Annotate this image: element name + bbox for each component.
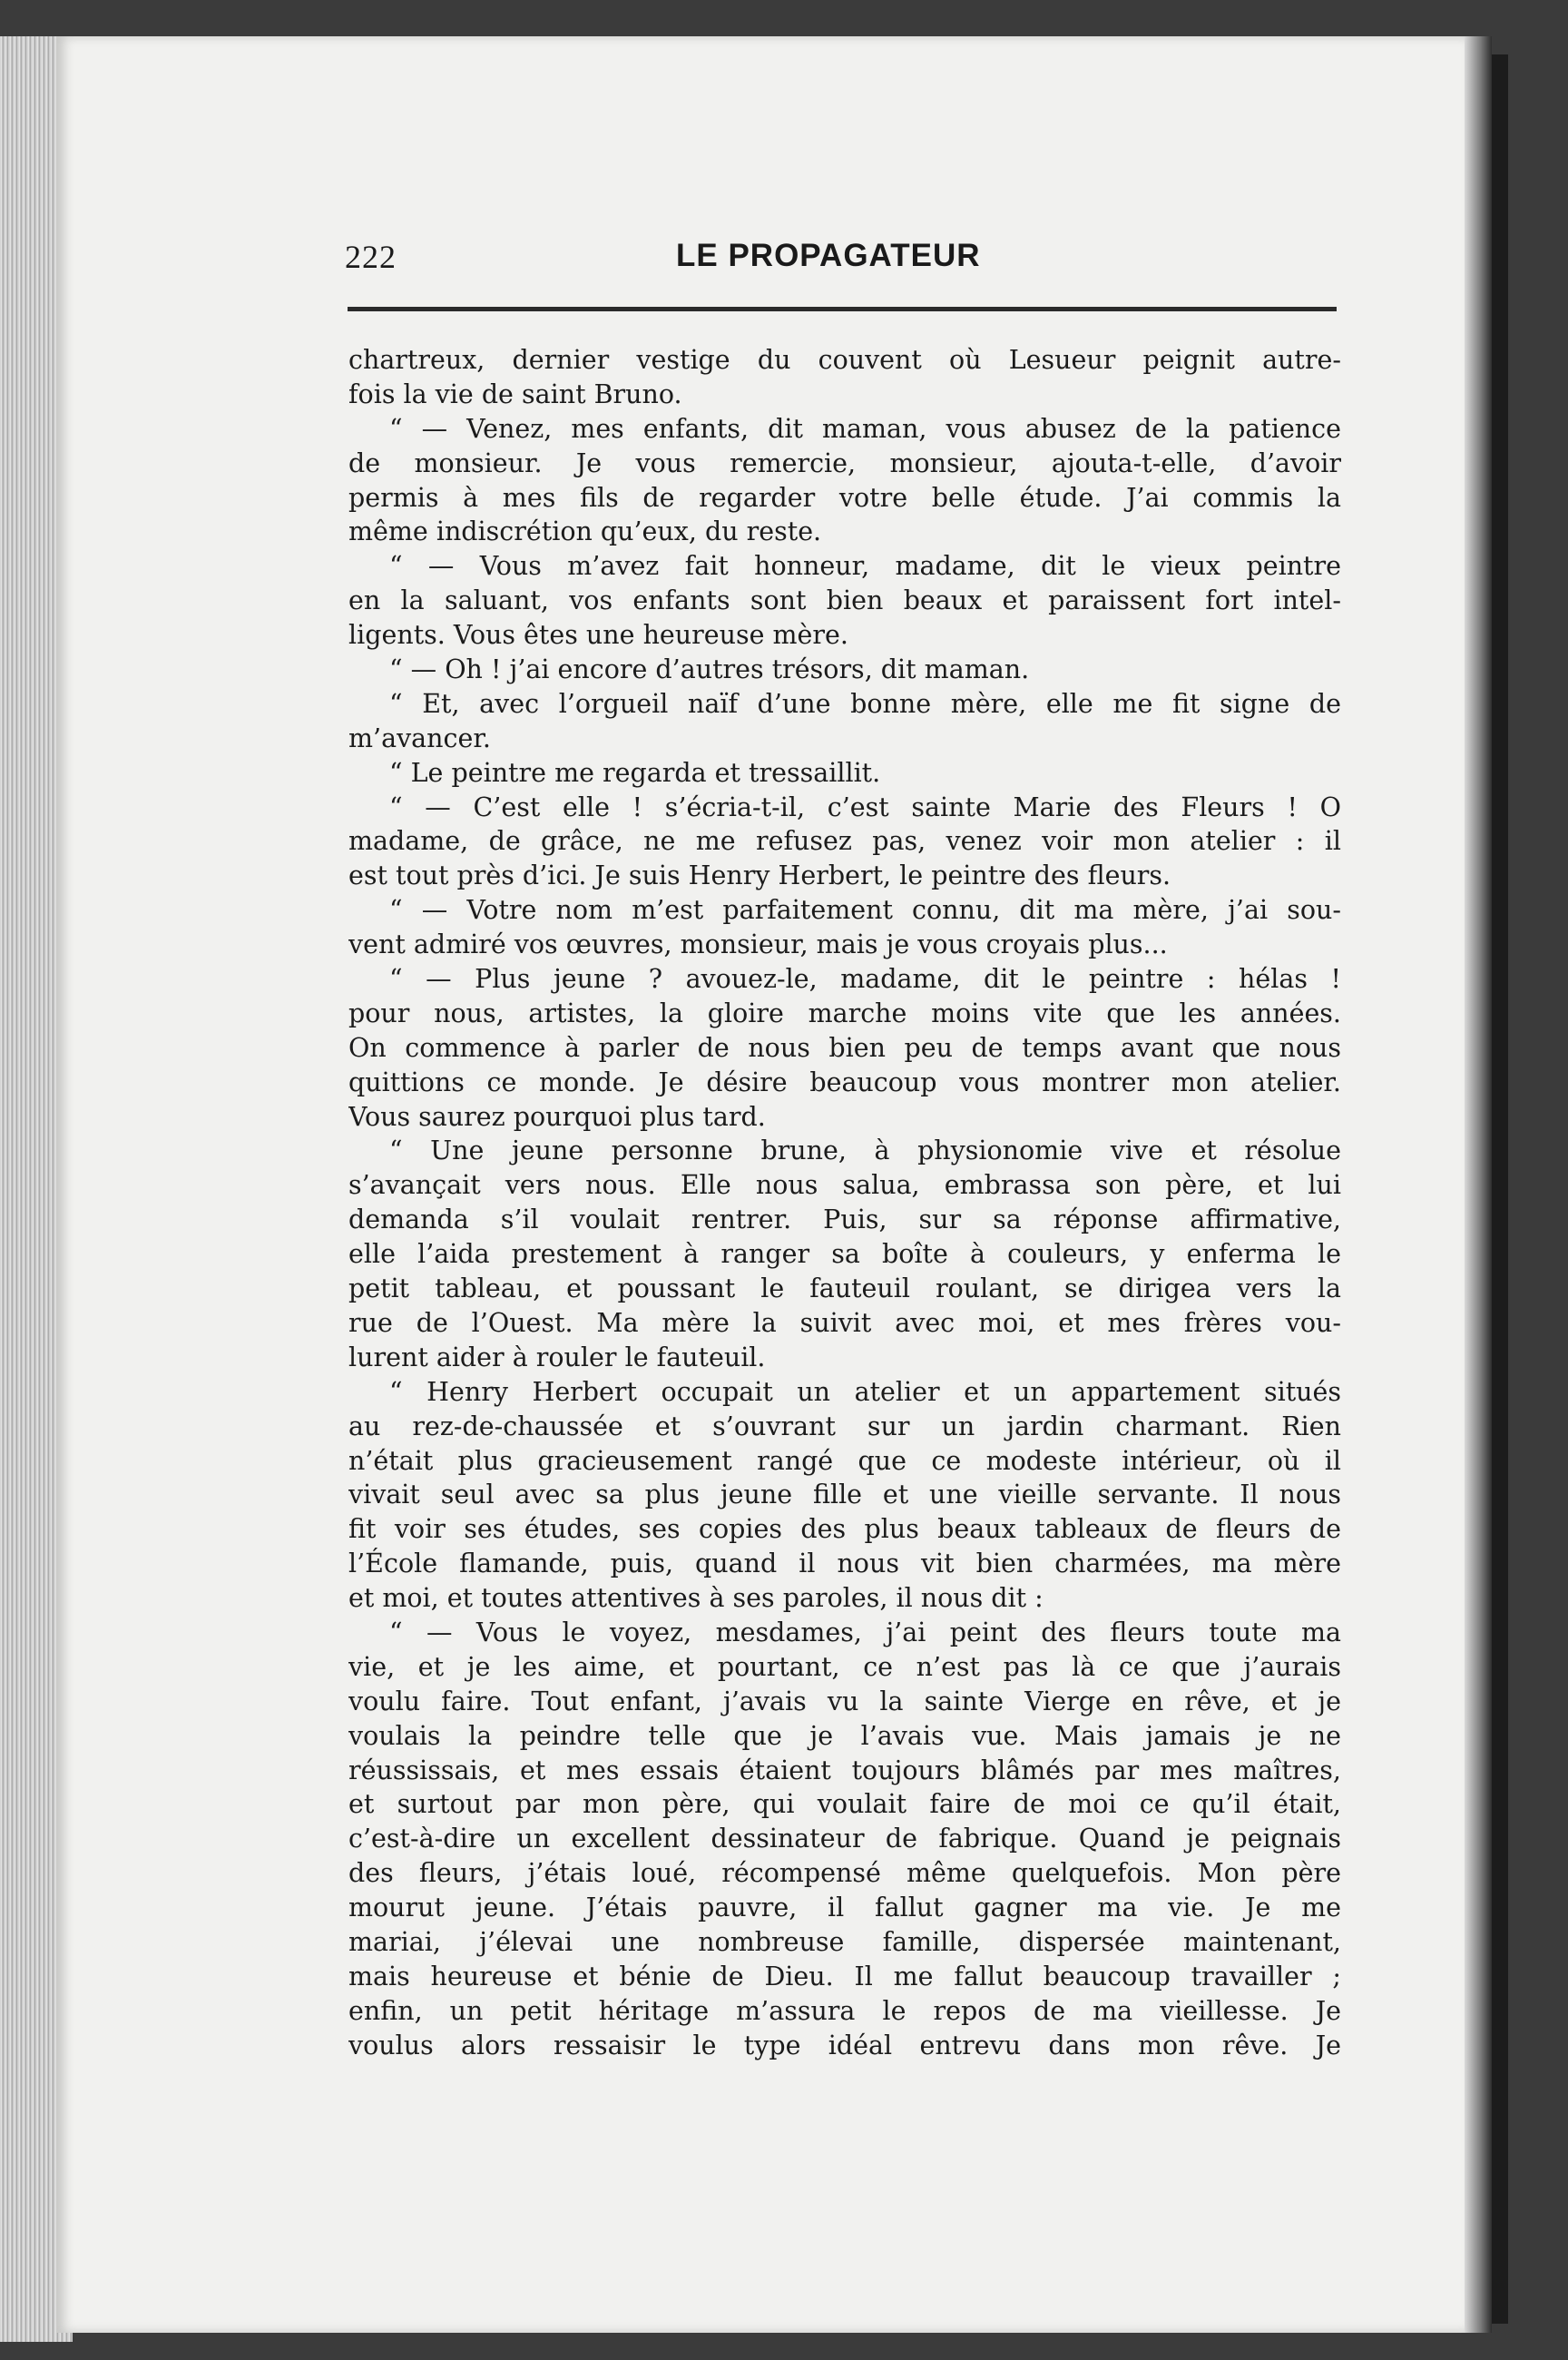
text-line: “ Le peintre me regarda et tressaillit. (389, 757, 881, 788)
text-line: c’est-à-dire un excellent dessinateur de fabrique. Quand je peignais (348, 1824, 1341, 1854)
text-line: réussissais, et mes essais étaient toujours blâmés par mes maîtres, (348, 1755, 1341, 1785)
text-line: On commence à parler de nous bien peu de temps avant que nous (348, 1032, 1341, 1063)
text-line: n’était plus gracieusement rangé que ce modeste intérieur, où il (348, 1445, 1341, 1476)
text-line: lurent aider à rouler le fauteuil. (348, 1342, 766, 1372)
text-line: et moi, et toutes attentives à ses paroles, il nous dit : (348, 1583, 1044, 1614)
text-line: “ — Plus jeune ? avouez-le, madame, dit le peintre : hélas ! (389, 964, 1341, 995)
text-line: m’avancer. (348, 723, 491, 753)
text-line: vivait seul avec sa plus jeune fille et une vieille servante. Il nous (348, 1480, 1341, 1510)
text-line: Vous saurez pourquoi plus tard. (348, 1101, 766, 1132)
text-line: permis à mes fils de regarder votre belle étude. J’ai commis la (348, 482, 1341, 513)
text-line: vent admiré vos œuvres, monsieur, mais je vous croyais plus... (348, 929, 1168, 960)
text-line: mariai, j’élevai une nombreuse famille, dispersée maintenant, (348, 1926, 1341, 1957)
page-number: 222 (345, 239, 397, 275)
text-line: “ — Vous m’avez fait honneur, madame, dit le vieux peintre (389, 551, 1341, 582)
header-rule (348, 307, 1337, 311)
text-line: petit tableau, et poussant le fauteuil roulant, se dirigea vers la (348, 1273, 1341, 1304)
body-text (348, 343, 1341, 2063)
text-line: voulais la peindre telle que je l’avais vue. Mais jamais je ne (348, 1720, 1341, 1751)
text-line: elle l’aida prestement à ranger sa boîte à couleurs, y enferma le (348, 1239, 1341, 1270)
text-line: “ — Vous le voyez, mesdames, j’ai peint des fleurs toute ma (389, 1617, 1341, 1647)
running-header (345, 238, 1343, 283)
text-line: “ — Votre nom m’est parfaitement connu, dit ma mère, j’ai sou- (389, 895, 1341, 926)
text-line: mais heureuse et bénie de Dieu. Il me fallut beaucoup travailler ; (348, 1961, 1341, 1991)
text-line: l’École flamande, puis, quand il nous vit bien charmées, ma mère (348, 1549, 1341, 1579)
text-line: fois la vie de saint Bruno. (348, 379, 682, 409)
text-line: mourut jeune. J’étais pauvre, il fallut gagner ma vie. Je me (348, 1893, 1341, 1923)
text-line: “ — Venez, mes enfants, dit maman, vous abusez de la patience (389, 413, 1341, 444)
text-line: fit voir ses études, ses copies des plus beaux tableaux de fleurs de (348, 1514, 1341, 1545)
text-line: rue de l’Ouest. Ma mère la suivit avec moi, et mes frères vou- (348, 1307, 1341, 1338)
text-line: vie, et je les aime, et pourtant, ce n’est pas là ce que j’aurais (348, 1651, 1341, 1682)
text-line: quittions ce monde. Je désire beaucoup vous montrer mon atelier. (348, 1067, 1341, 1097)
text-line: “ — Oh ! j’ai encore d’autres trésors, dit maman. (389, 654, 1030, 685)
text-line: enfin, un petit héritage m’assura le repos de ma vieillesse. Je (348, 1995, 1341, 2026)
text-line: “ — C’est elle ! s’écria-t-il, c’est sainte Marie des Fleurs ! O (389, 792, 1341, 822)
text-line: madame, de grâce, ne me refusez pas, venez voir mon atelier : il (348, 826, 1341, 857)
text-line: de monsieur. Je vous remercie, monsieur, ajouta-t-elle, d’avoir (348, 447, 1341, 478)
text-line: en la saluant, vos enfants sont bien beaux et paraissent fort intel- (348, 585, 1341, 616)
text-line: au rez-de-chaussée et s’ouvrant sur un jardin charmant. Rien (348, 1411, 1341, 1441)
text-line: même indiscrétion qu’eux, du reste. (348, 516, 822, 547)
text-line: “ Et, avec l’orgueil naïf d’une bonne mère, elle me fit signe de (389, 688, 1341, 719)
text-line: demanda s’il voulait rentrer. Puis, sur sa réponse affirmative, (348, 1205, 1341, 1235)
binding-gutter (1465, 36, 1492, 2333)
text-line: s’avançait vers nous. Elle nous salua, embrassa son père, et lui (348, 1170, 1341, 1201)
text-line: des fleurs, j’étais loué, récompensé même quelquefois. Mon père (348, 1858, 1341, 1889)
scan-border (1492, 54, 1508, 2324)
text-line: “ Henry Herbert occupait un atelier et un appartement situés (389, 1376, 1341, 1407)
text-line: ligents. Vous êtes une heureuse mère. (348, 620, 848, 651)
text-line: chartreux, dernier vestige du couvent où Lesueur peignit autre- (348, 345, 1341, 375)
text-line: voulu faire. Tout enfant, j’avais vu la sainte Vierge en rêve, et je (348, 1686, 1341, 1716)
text-line: est tout près d’ici. Je suis Henry Herbert, le peintre des fleurs. (348, 860, 1171, 891)
text-line: “ Une jeune personne brune, à physionomie vive et résolue (389, 1136, 1341, 1166)
running-title: LE PROPAGATEUR (676, 238, 981, 273)
text-line: et surtout par mon père, qui voulait faire de moi ce qu’il était, (348, 1789, 1341, 1820)
text-line: voulus alors ressaisir le type idéal entrevu dans mon rêve. Je (348, 2030, 1341, 2060)
text-line: pour nous, artistes, la gloire marche moins vite que les années. (348, 998, 1341, 1028)
